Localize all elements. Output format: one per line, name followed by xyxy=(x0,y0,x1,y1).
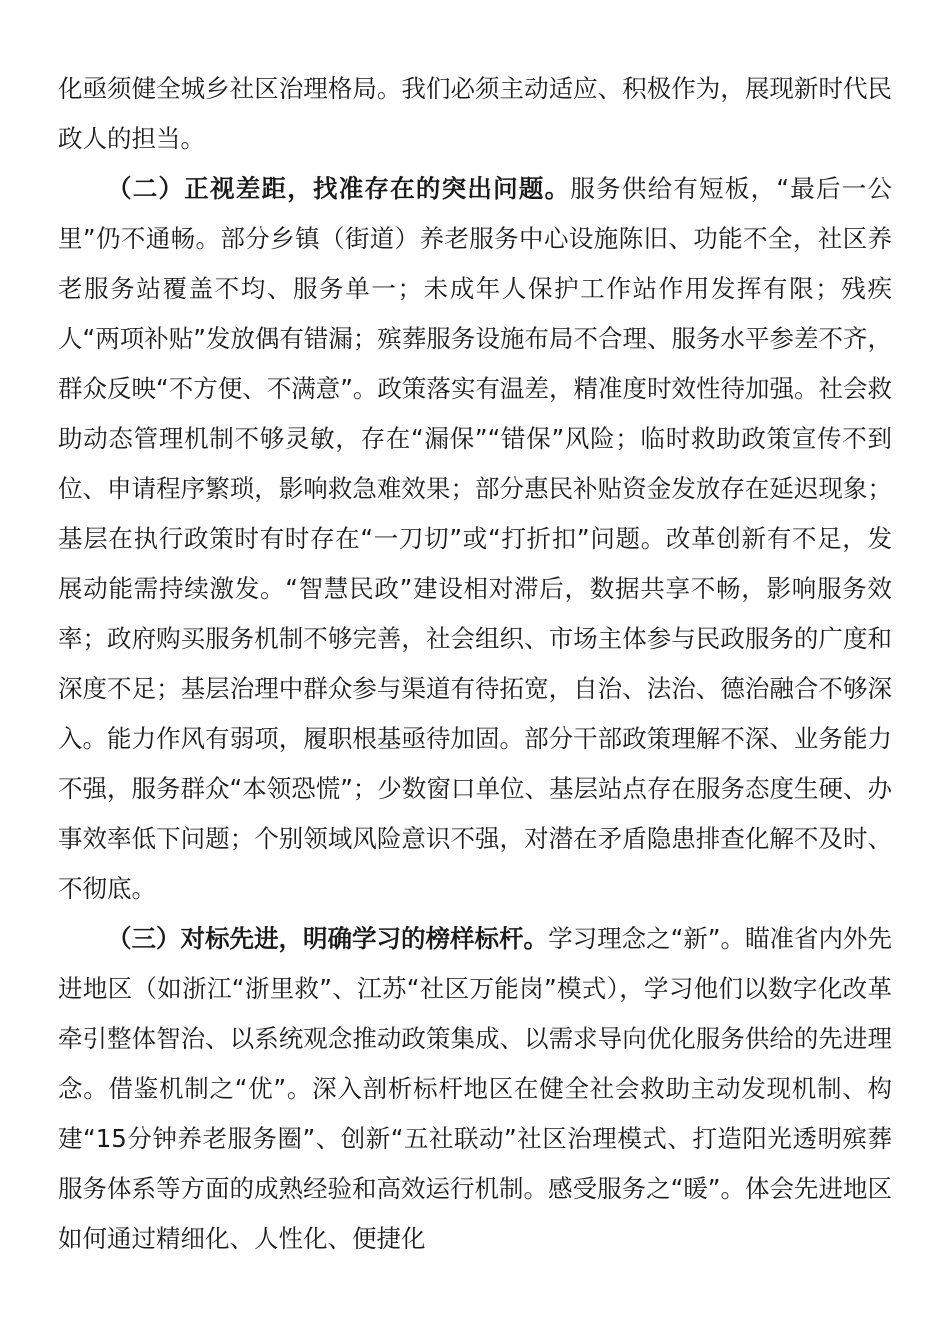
section-heading: （二）正视差距，找准存在的突出问题。 xyxy=(107,174,571,203)
paragraph-text: 学习理念之“新”。瞄准省内外先进地区（如浙江“浙里救”、江苏“社区万能岗”模式），学习他们以数字化改革牵引整体智治、以系统观念推动政策集成、以需求导向优化服务供给的先进理念。借鉴机制之“优”。深入剖析标杆地区在健全社会救助主动发现机制、构建“15分钟养老服务圈”、创新“五社联动”社区治理模式、打造阳光透明殡葬服务体系等方面的成熟经验和高效运行机制。感受服务之“暖”。体会先进地区如何通过精细化、人性化、便捷化 xyxy=(58,924,892,1253)
section-heading: （三）对标先进，明确学习的榜样标杆。 xyxy=(107,924,549,953)
paragraph-continuation xyxy=(58,64,892,164)
paragraph-text: 化亟须健全城乡社区治理格局。我们必须主动适应、积极作为，展现新时代民政人的担当。 xyxy=(58,74,892,153)
paragraph-text: 服务供给有短板，“最后一公里”仍不通畅。部分乡镇（街道）养老服务中心设施陈旧、功能不全，社区养老服务站覆盖不均、服务单一；未成年人保护工作站作用发挥有限；残疾人“两项补贴”发放偶有错漏；殡葬服务设施布局不合理、服务水平参差不齐，群众反映“不方便、不满意”。政策落实有温差，精准度时效性待加强。社会救助动态管理机制不够灵敏，存在“漏保”“错保”风险；临时救助政策宣传不到位、申请程序繁琐，影响救急难效果；部分惠民补贴资金发放存在延迟现象；基层在执行政策时有时存在“一刀切”或“打折扣”问题。改革创新有不足，发展动能需持续激发。“智慧民政”建设相对滞后，数据共享不畅，影响服务效率；政府购买服务机制不够完善，社会组织、市场主体参与民政服务的广度和深度不足；基层治理中群众参与渠道有待拓宽，自治、法治、德治融合不够深入。能力作风有弱项，履职根基亟待加固。部分干部政策理解不深、业务能力不强，服务群众“本领恐慌”；少数窗口单位、基层站点存在服务态度生硬、办事效率低下问题；个别领域风险意识不强，对潜在矛盾隐患排查化解不及时、不彻底。 xyxy=(58,174,893,903)
document-page xyxy=(58,64,892,1264)
paragraph-section-3 xyxy=(58,914,892,1264)
paragraph-section-2 xyxy=(58,164,892,914)
